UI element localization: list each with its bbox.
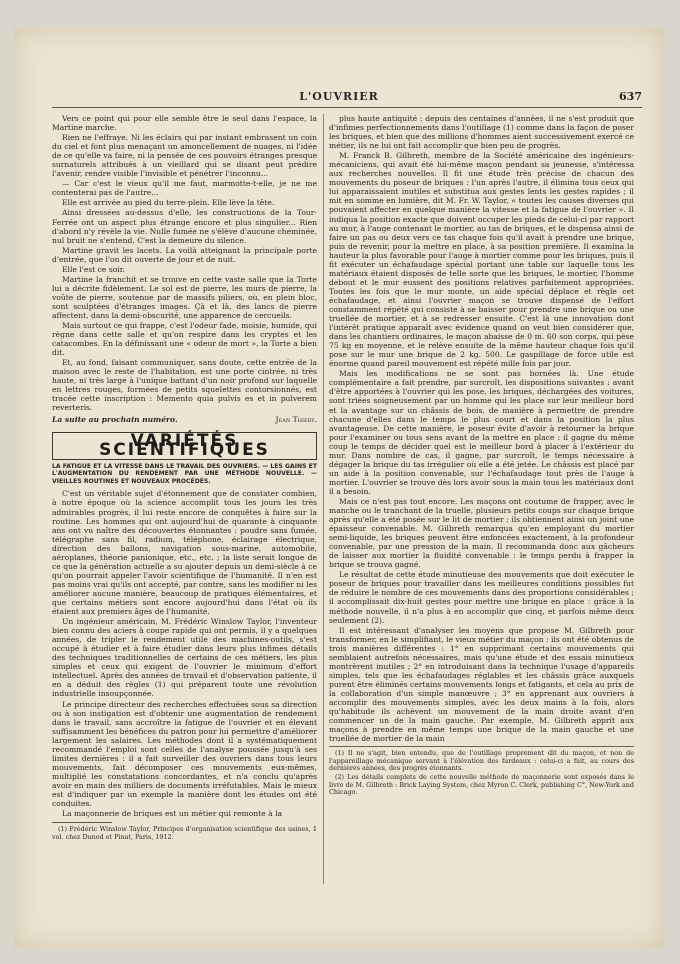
to-be-continued: La suite au prochain numéro. bbox=[52, 414, 178, 424]
story-paragraph: Rien ne l'effraye. Ni les éclairs qui par instant embrasent un coin du ciel et font plus menaçant un amoncellement de nuages, ni l'idée de ce qu'elle va faire, ni la pensée de ces pouvoirs étranges presque surnaturels attribués à un vieillard qui se disant peut prédire l'avenir, rendre visible l'invisible et pénétrer l'inconnu... bbox=[52, 133, 317, 179]
story-paragraph: Ainsi dressées au-dessus d'elle, les constructions de la Tour-Ferrée ont un aspect plus étrange encore et plus singulier... Rien d'abord n'y révèle la vie. Nulle fumée ne s'élève d'aucune cheminée, nul bruit ne s'entend. C'est la demeure du silence. bbox=[52, 208, 317, 245]
footnote-rule bbox=[52, 822, 112, 823]
story-paragraph: Elle est arrivée au pied du terre-plein. Elle lève la tête. bbox=[62, 198, 275, 208]
right-column bbox=[329, 114, 634, 884]
newspaper-page bbox=[14, 28, 664, 948]
page-header bbox=[14, 90, 664, 106]
story-paragraph: Mais surtout ce qui frappe, c'est l'odeur fade, moisie, humide, qui règne dans cette salle et qu'on respire dans les cryptes et les catacombes. En la définissant une « odeur de mort », la Torte a bien dit. bbox=[52, 321, 317, 358]
story-paragraph: Vers ce point qui pour elle semble être le seul dans l'espace, la Martine marche. bbox=[52, 114, 317, 133]
story-paragraph: Martine gravit les lacets. La voilà atteignant la principale porte d'entrée, que l'on dit ouverte de jour et de nuit. bbox=[52, 245, 317, 264]
story-signature bbox=[52, 415, 317, 424]
article-paragraph: Le résultat de cette étude minutieuse des mouvements que doit exécuter le poseur de briques pour travailler dans les meilleures conditions possibles fut de réduire le nombre de ces mouvements dans des proportions considérables ; il accomplissait dix-huit gestes pour mettre une brique en place : grâce à la méthode nouvelle, il n'a plus à en accomplir que cinq, et parfois même deux seulement (2). bbox=[329, 570, 634, 625]
article-paragraph: Un ingénieur américain, M. Frédéric Winslow Taylor, l'inventeur bien connu des aciers à coupe rapide qui ont permis, il y a quelques années, de tripler le rendement utile des machines-outils, s'est occupé à étudier et à faire étudier dans leurs plus infimes détails des techniques traditionnelles de certains de ces métiers, les plus simples et ceux qui exigent de l'ouvrier le minimum d'effort intellectuel. Après des années de travail et d'observation patiente, il en a déduit des règles (1) qui préparent toute une révolution industrielle insoupçonnée. bbox=[52, 617, 317, 699]
header-rule bbox=[52, 107, 642, 108]
column-divider bbox=[323, 114, 324, 884]
article-paragraph: La maçonnerie de briques est un métier qui remonte à la bbox=[62, 809, 283, 819]
footnote: (1) Frédéric Winslow Taylor, Principes d'organisation scientifique des usines, 1 vol. chez Dunod et Pinat, Paris, 1912. bbox=[52, 825, 317, 841]
article-subhead: LA FATIGUE ET LA VITESSE DANS LE TRAVAIL DES OUVRIERS. — LES GAINS ET L'AUGMENTATION DU RENDEMENT PAR UNE MÉTHODE NOUVELLE. — VIEILLES ROUTINES ET NOUVEAUX PROCÉDÉS. bbox=[52, 462, 317, 485]
story-paragraph: — Car c'est le vieux qu'il me faut, marmotte-t-elle, je ne me contenterai pas de l'autre... bbox=[52, 179, 317, 198]
story-paragraph: Martine la franchit et se trouve en cette vaste salle que la Torte lui a décrite fidèlement. Le sol est de pierre, les murs de pierre, la voûte de pierre, soutenue par de massifs piliers, où, en plein bloc, sont sculptées d'étranges images. Çà et là, des lancs de pierre affectent, dans la demi-obscurité, une apparence de cercueils. bbox=[52, 274, 317, 320]
author-name: Jean Thiéry. bbox=[275, 414, 317, 424]
left-column bbox=[52, 114, 317, 884]
story-paragraph: Et, au fond, faisant communiquer, sans doute, cette entrée de la maison avec le reste de l'habitation, est une porte cintrée, ni très haute, ni très large à l'unique battant d'un noir profond sur laquelle en lettres rouges, formées de petits squelettes contorsionnés, est tracée cette inscription : Memento quia pulvis es et in pulverem reverteris. bbox=[52, 358, 317, 413]
publication-title: L'OUVRIER bbox=[299, 90, 379, 103]
article-paragraph: M. Franck B. Gilbreth, membre de la Société américaine des ingénieurs-mécaniciens, qui avait été lui-même maçon pendant sa jeunesse, s'intéressa aux recherches nouvelles. Il fit une étude très précise de chacun des mouvements du poseur de briques : l'un après l'autre, il élimina tous ceux qui lui apparaissaient inutiles et substitua aux gestes lents les gestes rapides ; il mit en somme en lumière, dit M. Fr. W. Taylor, « toutes les causes diverses qui pouvaient affecter en quelque manière la vitesse et la fatigue de l'ouvrier ». Il indiqua la position exacte que doivent occuper les pieds de celui-ci par rapport au mur, à l'auge contenant le mortier, au tas de briques, et le dispensa ainsi de faire un pas ou deux vers ce tas chaque fois qu'il avait à prendre une brique, puis de revenir, pour la mettre en place, à sa position première. Il examina la hauteur la plus favorable pour l'auge à mortier comme pour les briques, puis il fit exécuter un échafaudage spécial portant une table sur laquelle tous les matériaux étaient disposés de telle sorte que les briques, le mortier, l'homme debout et le mur eussent des positions relatives parfaitement appropriées. Toutes les fois que le mur monte, un aide spécial déplace et règle cet échafaudage, et ainsi l'ouvrier maçon se trouve dispensé de l'effort constamment répété qui consiste à se baisser pour prendre une brique ou une truellée de mortier, et à se redresser ensuite. C'est là une innovation dont l'intérêt pratique apparaît avec évidence quand on veut bien considérer que, dans les chantiers ordinaires, le maçon abaisse de 0 m. 60 son corps, qui pèse 75 kg en moyenne, et le relève ensuite de la même hauteur chaque fois qu'il pose sur le mur une brique de 2 kg. 500. Le gaspillage de force utile est énorme quand pareil mouvement est répété mille fois par jour. bbox=[329, 151, 634, 369]
article-paragraph: Le principe directeur des recherches effectuées sous sa direction ou à son instigation est d'obtenir une augmentation de rendement dans le travail, sans accroître la fatigue de l'ouvrier et en élevant suffisamment les bénéfices du patron pour lui permettre d'améliorer largement les salaires. Les méthodes dont il a systématiquement recommandé l'emploi sont celles de l'analyse poussée jusqu'à ses limites dernières : il a fait surveiller des ouvriers dans tous leurs mouvements, fait décomposer ces mouvements eux-mêmes, multiplié les constatations concordantes, et n'a conclu qu'après avoir en main des milliers de documents irréfutables. Mais le mieux est d'indiquer par un exemple la manière dont les études ont été conduites. bbox=[52, 699, 317, 809]
article-paragraph: Mais ce n'est pas tout encore. Les maçons ont coutume de frapper, avec le manche ou le tranchant de la truelle, plusieurs petits coups sur chaque brique après qu'elle a été posée sur le lit de mortier ; ils obtiennent ainsi un joint une épaisseur convenable. M. Gilbreth remarqua qu'en employant du mortier semi-liquide, les briques peuvent être enfoncées exactement, à la profondeur convenable, par une pression de la main. Il recommanda donc aux gâcheurs de laisser aux mortier la fluidité convenable : le temps perdu à frapper la brique se trouva gagné. bbox=[329, 496, 634, 570]
page-number: 637 bbox=[619, 90, 642, 103]
article-paragraph: Il est intéressant d'analyser les moyens que propose M. Gilbreth pour transformer, en le simplifiant, le vieux métier du maçon : ils ont été obtenus de trois manières différentes : 1° en supprimant certains mouvements qui semblaient autrefois nécessaires, mais qu'une étude et des essais minutieux montrèrent inutiles ; 2° en introduisant dans la technique l'usage d'appareils simples, tels que les échafaudages réglables et les châssis grâce auxquels purent être éliminés certains mouvements longs et fatigants, et cela au prix de la collaboration d'un simple manœuvre ; 3° en apprenant aux ouvriers à accomplir des mouvements simples, avec les deux mains à la fois, alors qu'habitude ils achèvent un mouvement de la main droite avant d'en commencer un de la main gauche. Par exemple, M. Gilbreth apprit aux maçons à prendre en même temps une brique de la main gauche et une truellée de mortier de la main bbox=[329, 625, 634, 744]
section-title: VARIÉTÉS SCIENTIFIQUES bbox=[52, 432, 317, 460]
footnotes bbox=[329, 746, 634, 797]
article-paragraph: plus haute antiquité : depuis des centaines d'années, il ne s'est produit que d'infimes perfectionnements dans l'outillage (1) comme dans la façon de poser les briques, et bien que des millions d'hommes aient successivement exercé ce métier, ils ne lui ont fait accomplir que bien peu de progrès. bbox=[329, 114, 634, 151]
story-paragraph: Elle l'est ce soir. bbox=[62, 264, 125, 274]
footnote: (2) Les détails complets de cette nouvelle méthode de maçonnerie sont exposés dans le livre de M. Gilbreth : Brick Laying System, chez Myron C. Clerk, publishing C°, New-York and Chicago. bbox=[329, 773, 634, 797]
article-paragraph: Mais les modifications ne se sont pas bornées là. Une étude complémentaire a fait prendre, par surcroît, les dispositions suivantes : avant d'être apportées à l'ouvrier qui les pose, les briques, déchargées des voitures, sont triées soigneusement par un homme qui les place sur leur meilleur bord et la avantage sur un châssis de bois, de manière à permettre de prendre chacune d'elles dans le temps le plus court et dans la position la plus avantageuse. De cette manière, le poseur évite d'avoir à retourner la brique pour l'examiner ou tous sens avant de la mettre en place : il gagne du même coup le temps de décider quel est le meilleur bord à placer à l'extérieur du mur. Dans nombre de cas, il gagne, par surcroît, le temps nécessaire à dégager la brique du tas irrégulier où elle a été jetée. Le châssis est placé par un aide à la position convenable, sur l'échafaudage tout près de l'auge à mortier. L'ouvrier se trouve dès lors avoir sous la main tous les matériaux dont il a besoin. bbox=[329, 369, 634, 496]
footnote: (1) Il ne s'agit, bien entendu, que de l'outillage proprement dit du maçon, et non de l'appareillage mécanique servant à l'élévation des fardeaux : celui-ci a fait, au cours des dernières années, des progrès étonnants. bbox=[329, 749, 634, 773]
article-paragraph: C'est un véritable sujet d'étonnement que de constater combien, à notre époque où la science accomplit tous les jours les très admirables progrès, il lui reste encore de conquêtes à faire sur la routine. Les hommes qui ont aujourd'hui de quarante à cinquante ans ont vu naître des découvertes étonnantes : poudre sans fumée, télégraphe sans fil, radium, téléphone, éclairage électrique, direction des ballons, navigation sous-marine, automobile, aéroplanes, théorie panionique, etc., etc. ; la liste serait longue de ce que la génération actuelle a su ajouter depuis un demi-siècle à ce qu'on pourrait appeler l'avoir scientifique de l'humanité. Il n'en est pas moins vrai qu'ils ont accepté, par contre, sans les modifier ni les améliorer aucune manière, beaucoup de pratiques élémentaires, et que certains métiers sont encore aujourd'hui dans l'état où ils étaient aux premiers âges de l'humanité. bbox=[52, 489, 317, 617]
